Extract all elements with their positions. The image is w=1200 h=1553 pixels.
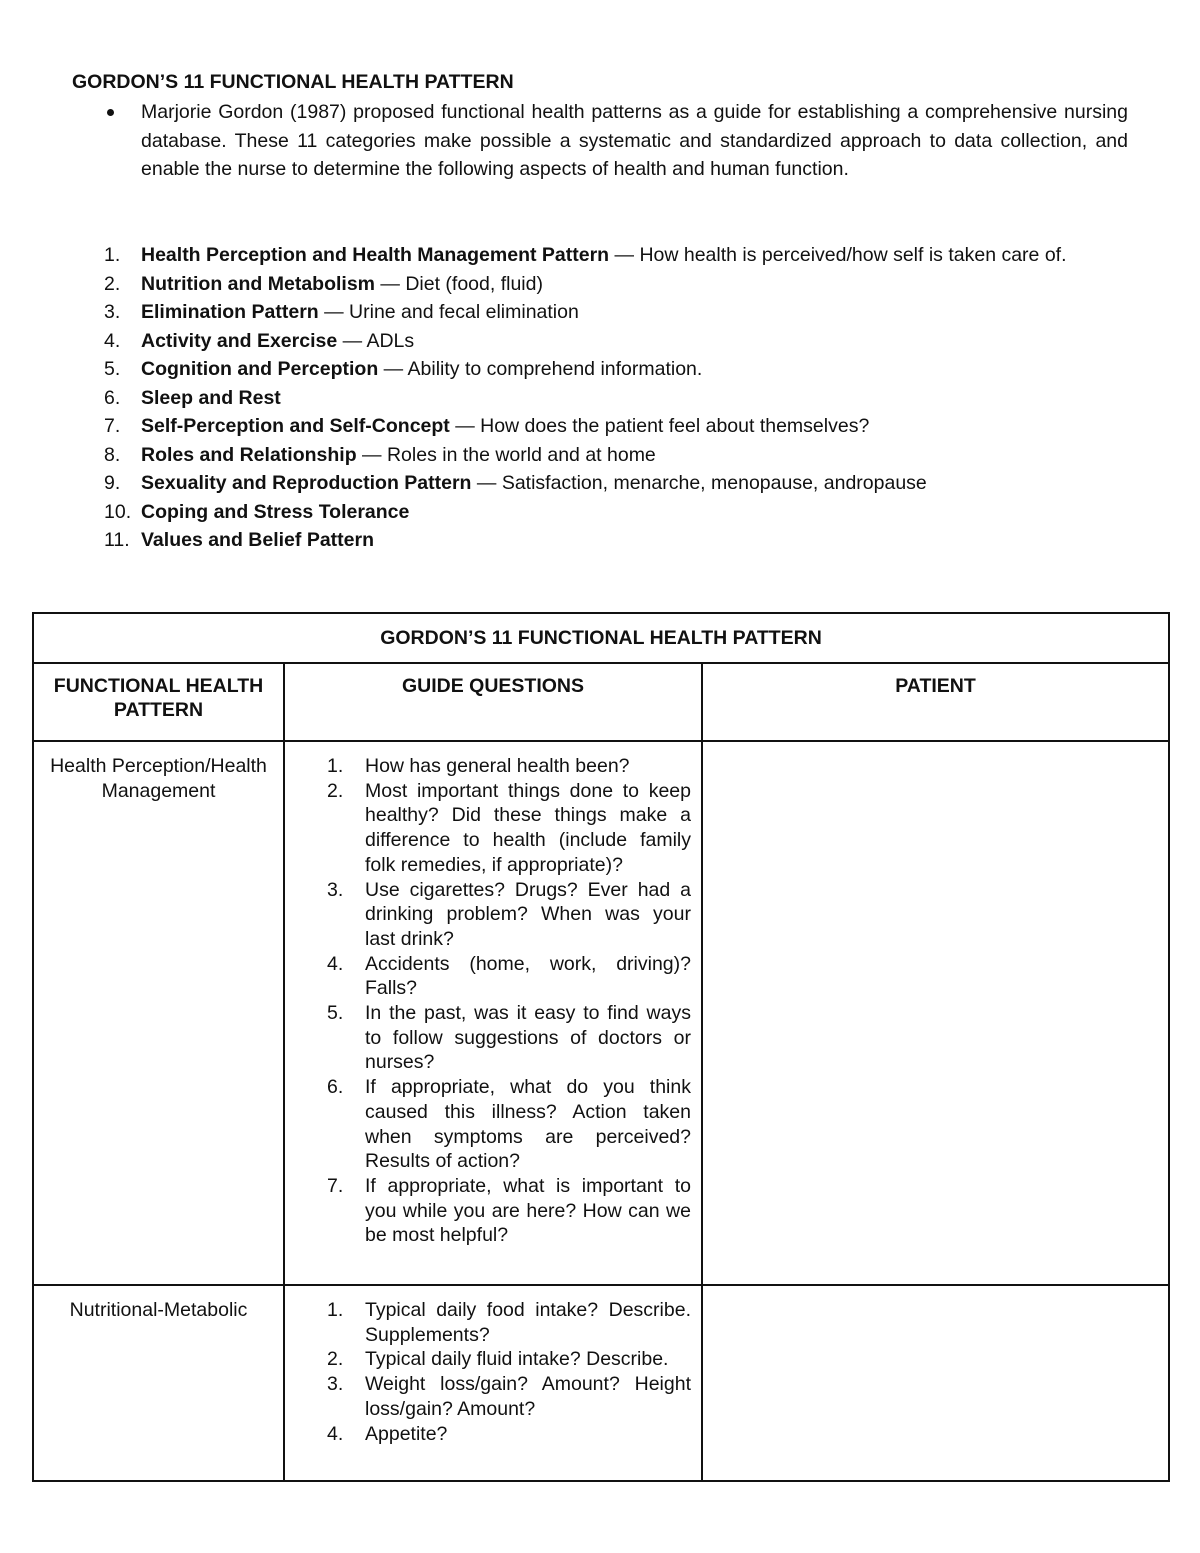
table-header-row	[33, 663, 1169, 741]
question-number: 5.	[327, 1002, 344, 1025]
pattern-name: Values and Belief Pattern	[141, 529, 375, 551]
guide-question	[295, 779, 691, 878]
guide-question	[295, 878, 691, 952]
pattern-number: 11.	[104, 529, 130, 551]
question-text: Weight loss/gain? Amount? Height loss/gain? Amount?	[365, 1373, 691, 1420]
pattern-cell: Nutritional-Metabolic	[33, 1285, 284, 1481]
guide-question	[295, 1001, 691, 1075]
pattern-item-5	[104, 355, 1104, 384]
question-number: 1.	[327, 1299, 344, 1321]
pattern-item-9	[104, 469, 1104, 498]
table-title-row	[33, 613, 1169, 663]
pattern-name: Cognition and Perception	[141, 358, 379, 380]
guide-question	[295, 952, 691, 1001]
pattern-description: — How does the patient feel about themselves?	[449, 415, 870, 437]
pattern-name: Sleep and Rest	[141, 386, 281, 409]
guide-question	[295, 1174, 691, 1248]
patterns-list	[104, 241, 1104, 555]
intro-list	[104, 98, 1128, 184]
question-text: Most important things done to keep healthy? Did these things make a difference to health (include family folk remedies, if appropriate)?	[365, 779, 691, 876]
guide-question	[295, 1422, 691, 1447]
pattern-name: Sexuality and Reproduction Pattern	[141, 472, 472, 494]
guide-question	[295, 1347, 691, 1372]
question-text: If appropriate, what is important to you while you are here? How can we be most helpful?	[365, 1174, 691, 1247]
guide-question	[295, 1298, 691, 1347]
question-number: 2.	[327, 1348, 344, 1371]
health-pattern-table	[32, 612, 1170, 1482]
pattern-name: Self-Perception and Self-Concept	[141, 415, 450, 437]
pattern-number: 3.	[104, 301, 121, 323]
table-title: GORDON’S 11 FUNCTIONAL HEALTH PATTERN	[33, 613, 1169, 663]
intro-paragraph	[104, 98, 1128, 184]
guide-questions-list	[295, 1298, 691, 1446]
question-number: 4.	[327, 952, 344, 975]
guide-question	[295, 754, 691, 779]
header-patient: PATIENT	[702, 663, 1169, 741]
pattern-name: Coping and Stress Tolerance	[141, 500, 410, 523]
pattern-description: — Urine and fecal elimination	[318, 301, 579, 323]
document-title: GORDON’S 11 FUNCTIONAL HEALTH PATTERN	[72, 71, 514, 93]
question-text: In the past, was it easy to find ways to follow suggestions of doctors or nurses?	[365, 1002, 691, 1074]
pattern-number: 5.	[104, 358, 121, 380]
question-text: Accidents (home, work, driving)? Falls?	[365, 952, 691, 1000]
pattern-item-11	[104, 526, 1104, 555]
pattern-name: Nutrition and Metabolism	[141, 272, 375, 295]
questions-cell	[284, 741, 702, 1285]
question-number: 1.	[327, 755, 344, 777]
pattern-item-10	[104, 498, 1104, 527]
pattern-description: — Satisfaction, menarche, menopause, andropause	[471, 472, 927, 494]
pattern-item-8	[104, 441, 1104, 470]
question-number: 6.	[327, 1076, 344, 1099]
pattern-item-4	[104, 327, 1104, 356]
question-number: 3.	[327, 1373, 344, 1396]
question-text: Typical daily food intake? Describe. Supplements?	[365, 1299, 691, 1346]
guide-question	[295, 1075, 691, 1174]
table-row	[33, 741, 1169, 1285]
header-functional-health-pattern: FUNCTIONAL HEALTH PATTERN	[33, 663, 284, 741]
patient-response-cell[interactable]	[702, 1285, 1169, 1481]
pattern-number: 4.	[104, 329, 121, 352]
questions-cell	[284, 1285, 702, 1481]
pattern-number: 1.	[104, 244, 121, 266]
pattern-name: Health Perception and Health Management Pattern	[141, 244, 610, 266]
pattern-number: 6.	[104, 386, 121, 409]
pattern-name: Activity and Exercise	[141, 329, 338, 352]
pattern-description: — Roles in the world and at home	[356, 443, 656, 466]
pattern-cell: Health Perception/Health Management	[33, 741, 284, 1285]
pattern-description: — Ability to comprehend information.	[378, 358, 703, 380]
question-text: If appropriate, what do you think caused this illness? Action taken when symptoms are perceived? Results of action?	[365, 1076, 691, 1173]
question-number: 4.	[327, 1422, 344, 1445]
table-row	[33, 1285, 1169, 1481]
intro-text: Marjorie Gordon (1987) proposed functional health patterns as a guide for establishing a comprehensive nursing database. These 11 categories make possible a systematic and standardized approach to data collection, and enable the nurse to determine the following aspects of health and human function.	[141, 101, 1128, 180]
pattern-item-3	[104, 298, 1104, 327]
question-text: Appetite?	[365, 1422, 448, 1445]
pattern-name: Elimination Pattern	[141, 301, 319, 323]
question-text: Typical daily fluid intake? Describe.	[365, 1348, 669, 1371]
pattern-description: — ADLs	[337, 329, 415, 352]
pattern-item-1	[104, 241, 1104, 270]
question-number: 7.	[327, 1174, 344, 1197]
guide-question	[295, 1372, 691, 1421]
pattern-number: 9.	[104, 472, 121, 494]
question-number: 3.	[327, 878, 344, 901]
pattern-number: 10.	[104, 500, 132, 523]
pattern-description: — Diet (food, fluid)	[375, 272, 543, 295]
pattern-number: 7.	[104, 415, 121, 437]
question-number: 2.	[327, 779, 344, 802]
header-guide-questions: GUIDE QUESTIONS	[284, 663, 702, 741]
patient-response-cell[interactable]	[702, 741, 1169, 1285]
pattern-item-2	[104, 270, 1104, 299]
pattern-description: — How health is perceived/how self is taken care of.	[609, 244, 1067, 266]
question-text: How has general health been?	[365, 755, 630, 777]
pattern-item-7	[104, 412, 1104, 441]
pattern-item-6	[104, 384, 1104, 413]
guide-questions-list	[295, 754, 691, 1248]
question-text: Use cigarettes? Drugs? Ever had a drinking problem? When was your last drink?	[365, 878, 691, 950]
pattern-name: Roles and Relationship	[141, 443, 357, 466]
pattern-number: 2.	[104, 272, 121, 295]
pattern-number: 8.	[104, 443, 121, 466]
bullet-icon	[107, 109, 114, 116]
